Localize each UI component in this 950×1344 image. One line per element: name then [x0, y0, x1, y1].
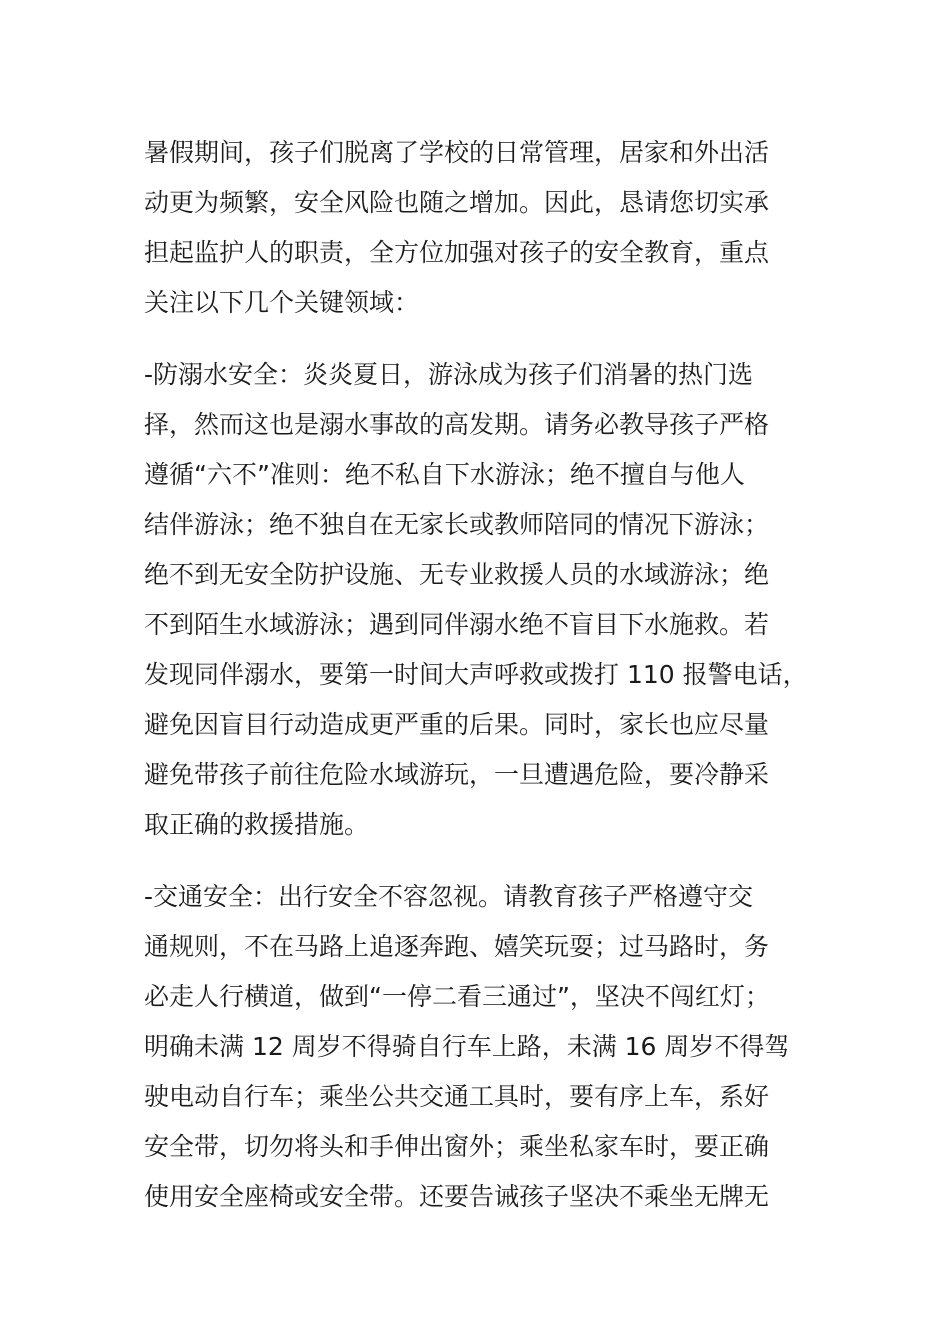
- text-line: 择，然而这也是溺水事故的高发期。请务必教导孩子严格: [144, 410, 770, 439]
- text-line: 驶电动自行车；乘坐公共交通工具时，要有序上车，系好: [144, 1082, 770, 1111]
- text-line: 避免带孩子前往危险水域游玩，一旦遭遇危险，要冷静采: [144, 760, 770, 789]
- text-line: -交通安全：出行安全不容忽视。请教育孩子严格遵守交: [144, 882, 754, 911]
- document-body: [144, 128, 814, 1222]
- text-line: 发现同伴溺水，要第一时间大声呼救或拨打 110 报警电话，: [144, 660, 808, 689]
- paragraph-drowning-safety: [144, 350, 814, 850]
- text-line: 不到陌生水域游泳；遇到同伴溺水绝不盲目下水施救。若: [144, 610, 770, 639]
- text-line: 绝不到无安全防护设施、无专业救援人员的水域游泳；绝: [144, 560, 770, 589]
- text-line: 关注以下几个关键领域：: [144, 288, 420, 317]
- paragraph-intro: [144, 128, 814, 328]
- text-line: 暑假期间，孩子们脱离了学校的日常管理，居家和外出活: [144, 138, 770, 167]
- text-line: 担起监护人的职责，全方位加强对孩子的安全教育，重点: [144, 238, 770, 267]
- paragraph-traffic-safety: [144, 872, 814, 1222]
- text-line: 结伴游泳；绝不独自在无家长或教师陪同的情况下游泳；: [144, 510, 770, 539]
- text-line: 使用安全座椅或安全带。还要告诫孩子坚决不乘坐无牌无: [144, 1182, 770, 1211]
- text-line: 避免因盲目行动造成更严重的后果。同时，家长也应尽量: [144, 710, 770, 739]
- text-line: 通规则，不在马路上追逐奔跑、嬉笑玩耍；过马路时，务: [144, 932, 770, 961]
- text-line: 必走人行横道，做到“一停二看三通过”，坚决不闯红灯；: [144, 982, 770, 1011]
- text-line: 遵循“六不”准则：绝不私自下水游泳；绝不擅自与他人: [144, 460, 745, 489]
- text-line: -防溺水安全：炎炎夏日，游泳成为孩子们消暑的热门选: [144, 360, 754, 389]
- text-line: 安全带，切勿将头和手伸出窗外；乘坐私家车时，要正确: [144, 1132, 770, 1161]
- text-line: 明确未满 12 周岁不得骑自行车上路，未满 16 周岁不得驾: [144, 1032, 790, 1061]
- text-line: 取正确的救援措施。: [144, 810, 370, 839]
- text-line: 动更为频繁，安全风险也随之增加。因此，恳请您切实承: [144, 188, 770, 217]
